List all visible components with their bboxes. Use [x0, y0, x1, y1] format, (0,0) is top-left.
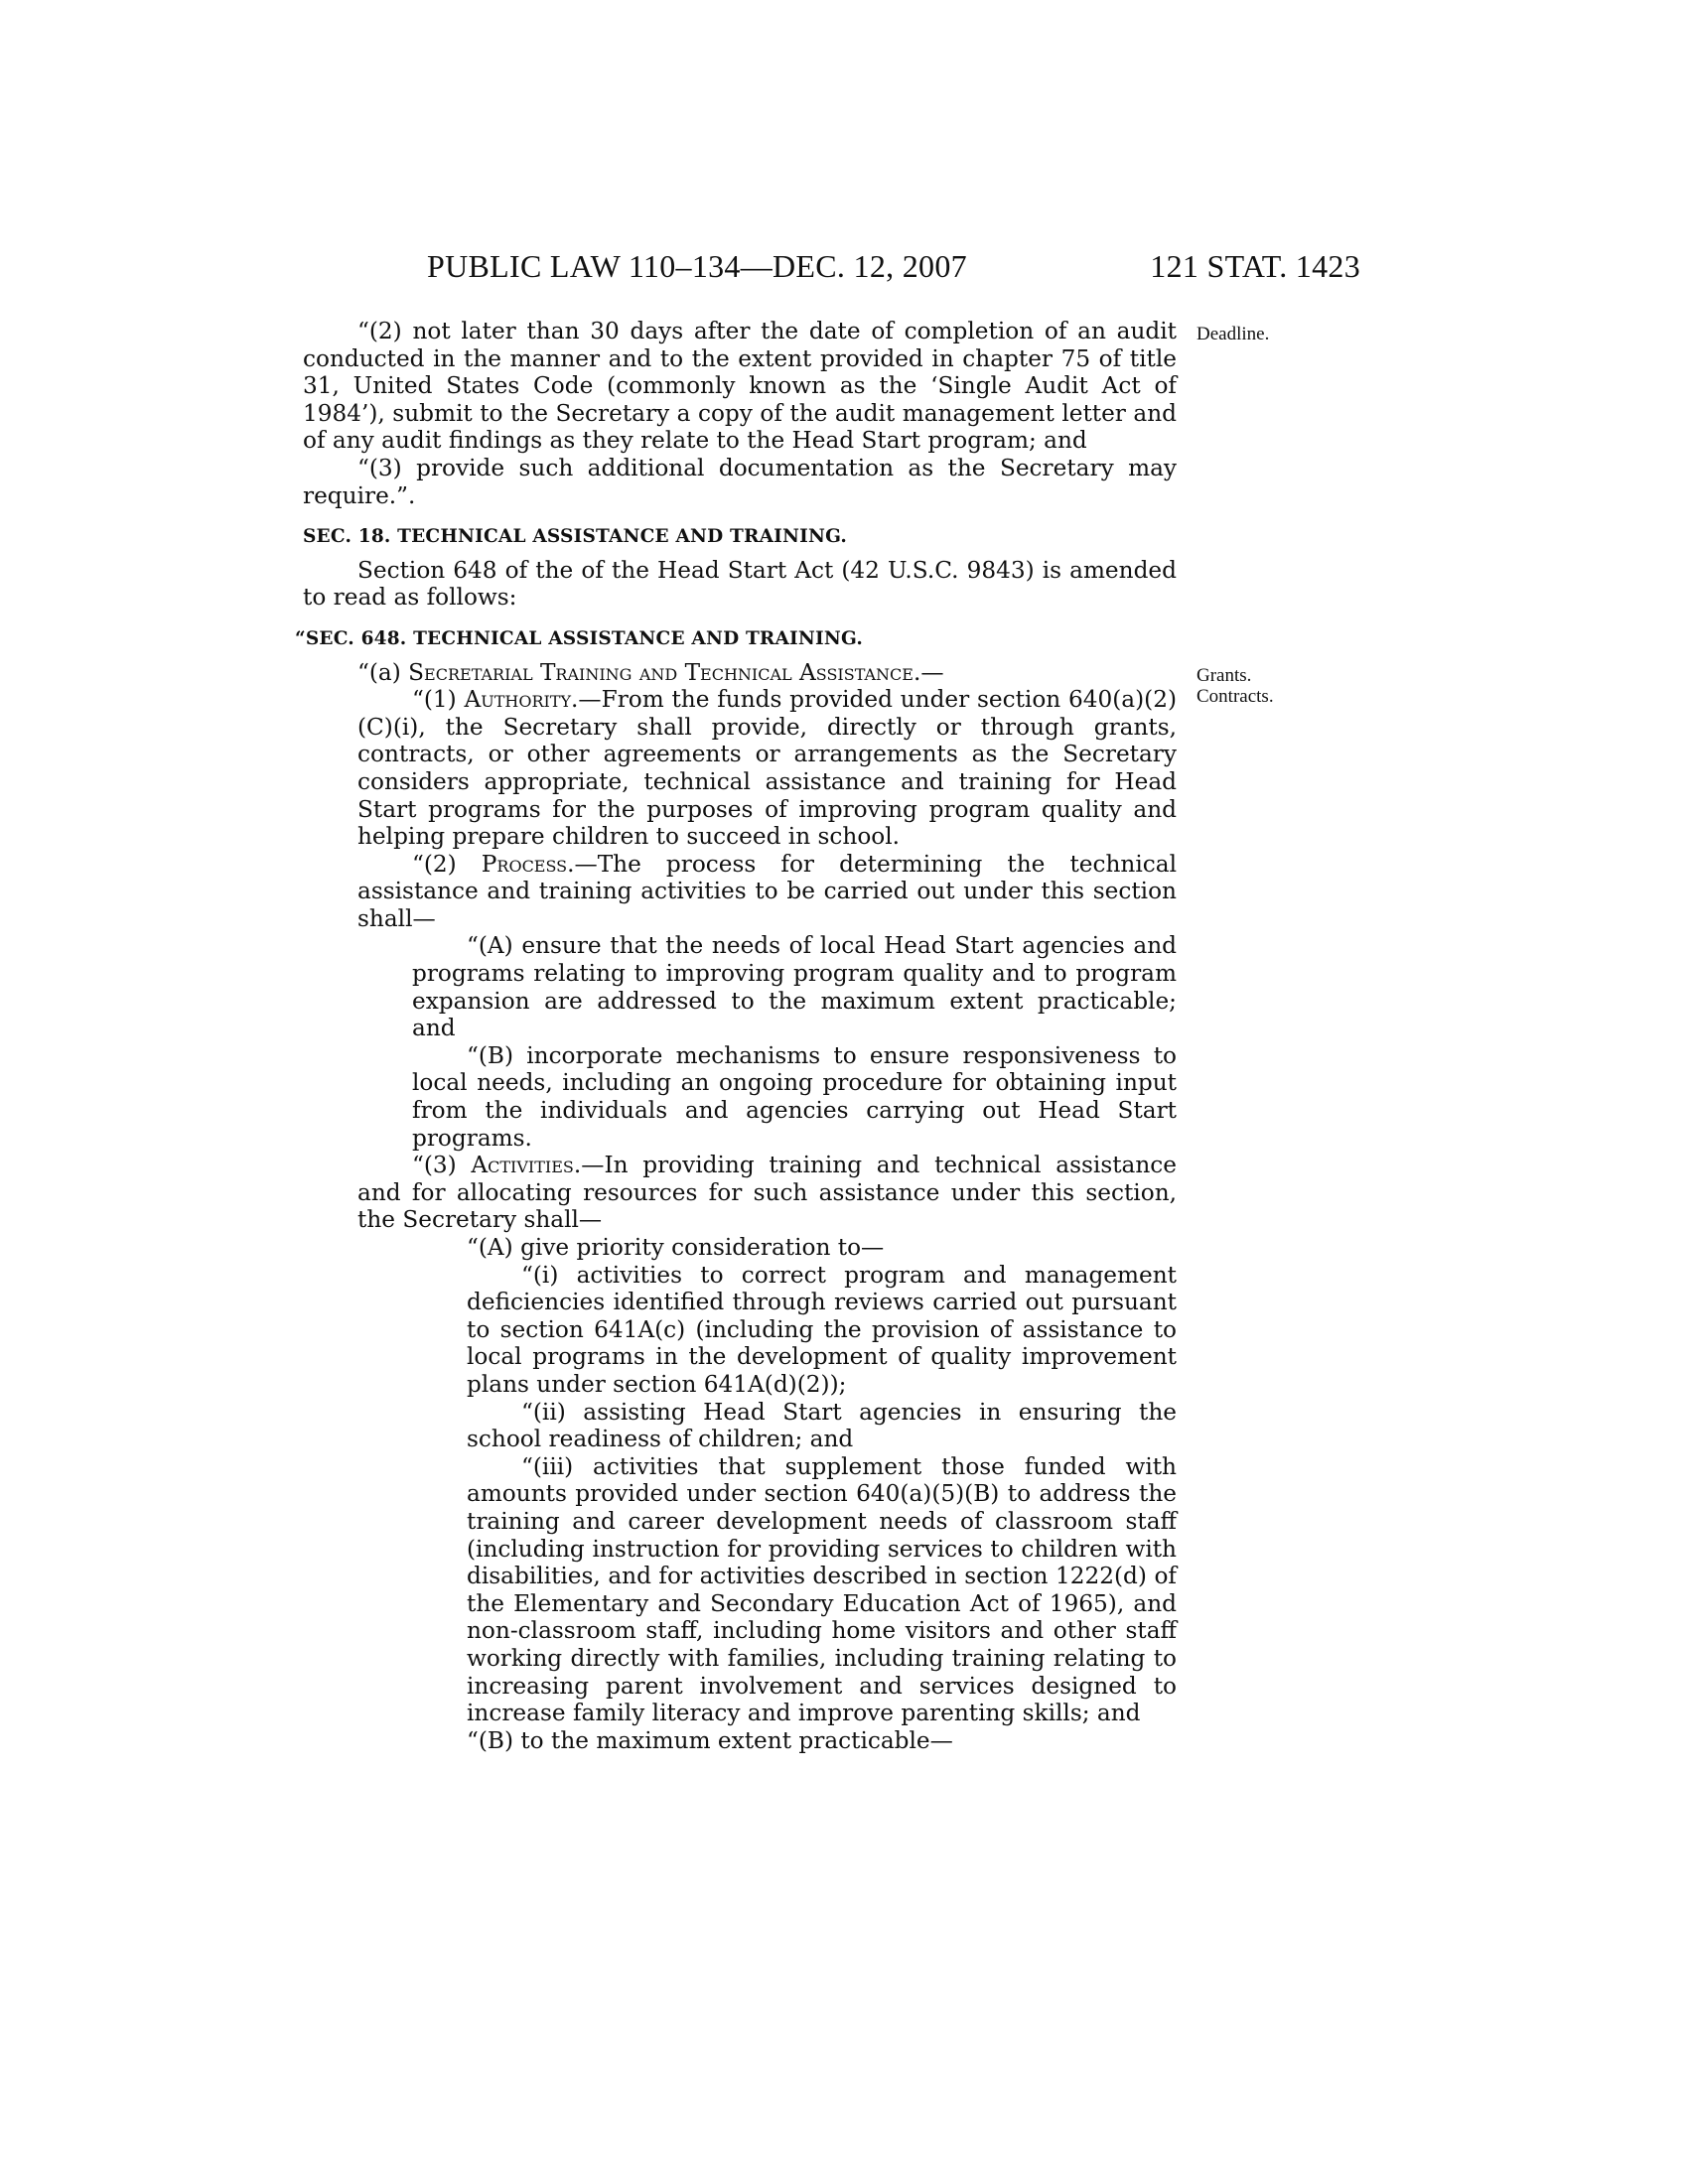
margin-note-contracts: Contracts.: [1196, 686, 1274, 707]
paragraph-a3Aiii: “(iii) activities that supplement those funded with amounts provided under section 640(a)(5)(B) to address the training and career development needs of classroom staff (including instruction for providing services to children with disabilities, and for activities described in section 1222(d) of the Elementary and Secondary Education Act of 1965), and non-classroom staff, including home visitors and other staff working directly with families, including training relating to increasing parent involvement and services designed to increase family literacy and improve parenting skills; and: [467, 1452, 1177, 1727]
section-18-text: Section 648 of the of the Head Start Act (42 U.S.C. 9843) is amended to read as follows:: [303, 556, 1177, 612]
a1-text: .—From the funds provided under section 640(a)(2)(C)(i), the Secretary shall provide, directly or through grants, contracts, or other agreements or arrangements as the Secretary considers appropriate, technical assistance and training for Head Start programs for the purposes of improving program quality and helping prepare children to succeed in school.: [357, 686, 1178, 851]
paragraph-a3A: “(A) give priority consideration to—: [467, 1234, 885, 1261]
a2-title: Process: [481, 850, 568, 878]
paragraph-3: “(3) provide such additional documentation as the Secretary may require.”.: [303, 454, 1177, 509]
paragraph-a2: [303, 851, 1177, 933]
header-law-citation: PUBLIC LAW 110–134—DEC. 12, 2007: [427, 248, 967, 284]
a3-title: Activities: [471, 1152, 574, 1179]
paragraph-a3B: “(B) to the maximum extent practicable—: [467, 1726, 953, 1754]
a3-text: .—In providing training and technical assistance and for allocating resources for such assistance under this section, the Secretary shall—: [357, 1152, 1178, 1234]
margin-note-deadline: Deadline.: [1196, 324, 1270, 344]
section-18-heading: SEC. 18. TECHNICAL ASSISTANCE AND TRAINING.: [303, 526, 848, 548]
body-text: [295, 318, 1178, 1754]
margin-note-grants: Grants.: [1196, 665, 1252, 686]
a2-text: .—The process for determining the technical assistance and training activities to be carried out under this section shall—: [357, 850, 1177, 932]
paragraph-a1: [303, 686, 1177, 851]
subsection-a: [303, 659, 1177, 687]
paragraph-2: “(2) not later than 30 days after the date of completion of an audit conducted in the manner and to the extent provided in chapter 75 of title 31, United States Code (commonly known as the ‘Single Audit Act of 1984’), submit to the Secretary a copy of the audit management letter and of any audit findings as they relate to the Head Start program; and: [303, 318, 1177, 455]
a2-lead: “(2): [412, 850, 482, 878]
a1-lead: “(1): [412, 686, 465, 714]
paragraph-a3: [303, 1152, 1177, 1234]
subsection-a-title: Secretarial Training and Technical Assistance: [408, 658, 914, 686]
subsection-a-dash: .—: [913, 658, 944, 686]
section-648-heading: “SEC. 648. TECHNICAL ASSISTANCE AND TRAINING.: [295, 627, 863, 649]
paragraph-a3Ai: “(i) activities to correct program and management deficiencies identified through reviews carried out pursuant to section 641A(c) (including the provision of assistance to local programs in the development of quality improvement plans under section 641A(d)(2));: [467, 1261, 1177, 1398]
paragraph-a3Aii: “(ii) assisting Head Start agencies in ensuring the school readiness of children; and: [467, 1398, 1177, 1453]
paragraph-a2B: “(B) incorporate mechanisms to ensure responsiveness to local needs, including an ongoing procedure for obtaining input from the individuals and agencies carrying out Head Start programs.: [412, 1041, 1177, 1152]
a1-title: Authority: [464, 686, 572, 714]
header-stat-page: 121 STAT. 1423: [1150, 248, 1360, 284]
subsection-a-lead: “(a): [357, 658, 409, 686]
paragraph-a2A: “(A) ensure that the needs of local Head Start agencies and programs relating to improving program quality and to program expansion are addressed to the maximum extent practicable; and: [412, 932, 1177, 1042]
a3-lead: “(3): [412, 1152, 472, 1179]
page-header: [427, 248, 1360, 288]
